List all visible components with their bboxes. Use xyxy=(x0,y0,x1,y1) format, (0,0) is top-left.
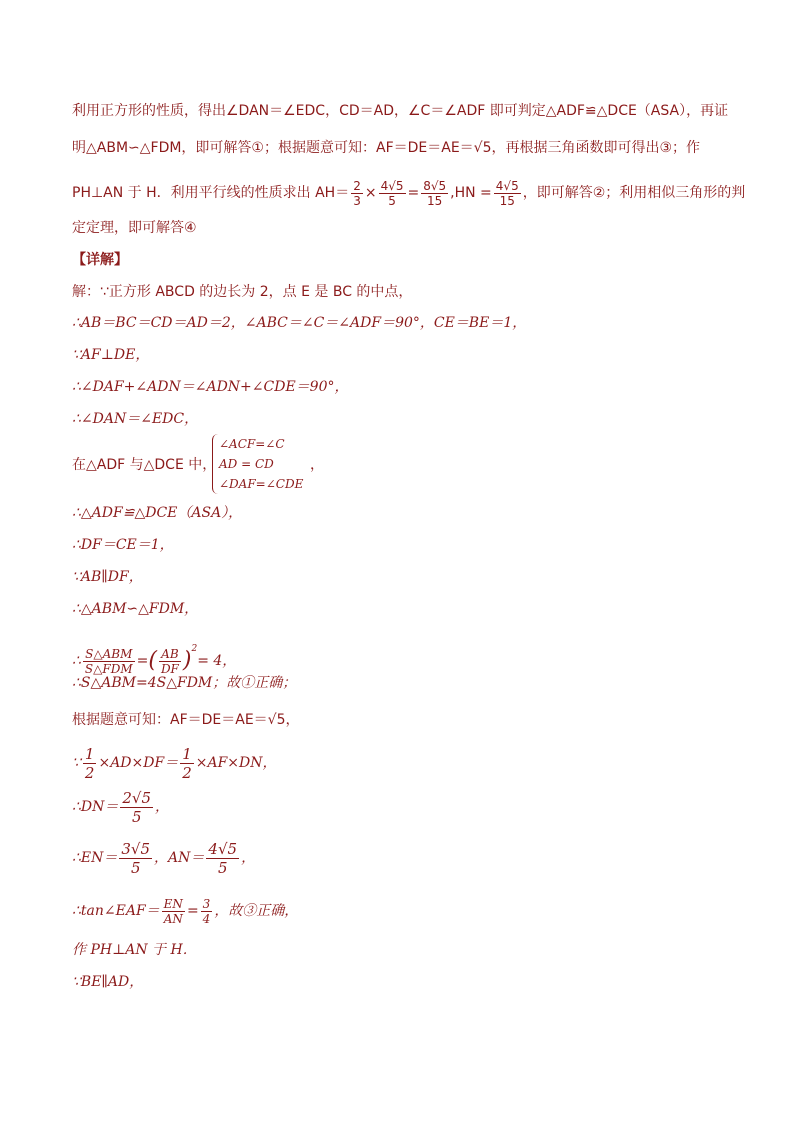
solution-line-2: ∴AB＝BC＝CD＝AD＝2，∠ABC＝∠C＝∠ADF＝90°，CE＝BE＝1， xyxy=(72,315,527,331)
brace-comma: ， xyxy=(310,457,324,473)
analysis-line-2: 明△ABM∽△FDM，即可解答①；根据题意可知：AF＝DE＝AE＝√5，再根据三角函数即可得出③；作 xyxy=(72,140,701,156)
fraction-an: $\frac{4√5}{5}$ xyxy=(208,839,238,877)
analysis-line-3-text-b: ，即可解答②；利用相似三角形的判 xyxy=(522,185,746,201)
solution-line-1: 解：∵正方形 ABCD 的边长为 2，点 E 是 BC 的中点， xyxy=(72,284,413,300)
fraction-3-4: $\frac{3}{4}$ xyxy=(202,896,211,926)
fraction-dn: $\frac{2√5}{5}$ xyxy=(122,788,152,826)
solution-line-12: ∴S△ABM=4S△FDM；故①正确； xyxy=(72,675,297,691)
solution-line-18: 作 PH⊥AN 于 H． xyxy=(72,942,197,958)
analysis-line-4: 定定理，即可解答④ xyxy=(72,220,197,236)
fraction-en-an: $\frac{EN}{AN}$ xyxy=(163,896,183,926)
detail-header: 【详解】 xyxy=(72,252,128,268)
brace-line-1: ∠ACF=∠C xyxy=(219,437,285,451)
solution-line-4: ∴∠DAF+∠ADN＝∠ADN+∠CDE＝90°， xyxy=(72,379,349,395)
solution-line-3: ∵AF⊥DE， xyxy=(72,347,150,363)
fraction-en: $\frac{3√5}{5}$ xyxy=(121,839,151,877)
fraction-half-2: $\frac{1}{2}$ xyxy=(182,744,192,782)
analysis-line-3 xyxy=(72,176,745,210)
solution-line-9: ∵AB∥DF， xyxy=(72,569,143,585)
fraction-2-3: $\frac{2}{3}$ xyxy=(353,178,361,208)
fraction-4r5-15: $\frac{4√5}{15}$ xyxy=(495,178,519,208)
solution-line-13: 根据题意可知：AF＝DE＝AE＝√5， xyxy=(72,712,300,728)
exponent-2: 2 xyxy=(191,644,198,654)
area-ratio-fraction: $\frac{\text{S△ABM}}{\text{S△FDM}}$ xyxy=(84,646,133,676)
side-ratio-fraction: $\frac{AB}{DF}$ xyxy=(160,646,179,676)
solution-line-19: ∵BE∥AD， xyxy=(72,974,144,990)
brace-line-3: ∠DAF=∠CDE xyxy=(219,477,304,491)
analysis-line-3-text-a: PH⊥AN 于 H．利用平行线的性质求出 AH＝ xyxy=(72,185,350,201)
equals-sign: = xyxy=(407,185,420,201)
times-sign: × xyxy=(364,185,377,201)
solution-line-16: ∴EN＝ $\frac{3√5}{5}$ ，AN＝ $\frac{4√5}{5}$ ， xyxy=(72,839,256,877)
solution-line-17: ∴tan∠EAF＝ $\frac{EN}{AN}$ = $\frac{3}{4}$ ，故③正确， xyxy=(72,896,299,926)
solution-line-6: 在△ADF 与△DCE 中， xyxy=(72,457,217,473)
hn-label: ,HN = xyxy=(450,185,492,201)
brace-line-2: AD = CD xyxy=(219,457,274,471)
fraction-8r5-15: $\frac{8√5}{15}$ xyxy=(423,178,447,208)
fraction-half-1: $\frac{1}{2}$ xyxy=(84,744,95,782)
solution-line-11: ∴ $\frac{\text{S△ABM}}{\text{S△FDM}}$ =( $\frac{AB}{DF}$ )$^2$= 4， xyxy=(72,644,237,676)
solution-line-14: ∵ $\frac{1}{2}$ ×AD×DF＝ $\frac{1}{2}$ ×AF×DN， xyxy=(72,744,277,782)
solution-line-15: ∴DN＝ $\frac{2√5}{5}$ ， xyxy=(72,788,170,826)
analysis-line-1: 利用正方形的性质，得出∠DAN＝∠EDC，CD＝AD，∠C＝∠ADF 即可判定△ADF≌△DCE（ASA），再证 xyxy=(72,103,729,119)
solution-line-8: ∴DF＝CE＝1， xyxy=(72,537,174,553)
fraction-4r5-5: $\frac{4√5}{5}$ xyxy=(380,178,404,208)
solution-line-10: ∴△ABM∽△FDM， xyxy=(72,601,199,617)
solution-line-7: ∴△ADF≌△DCE（ASA）， xyxy=(72,505,243,521)
equation-system-brace xyxy=(212,434,303,494)
solution-line-5: ∴∠DAN＝∠EDC， xyxy=(72,411,199,427)
